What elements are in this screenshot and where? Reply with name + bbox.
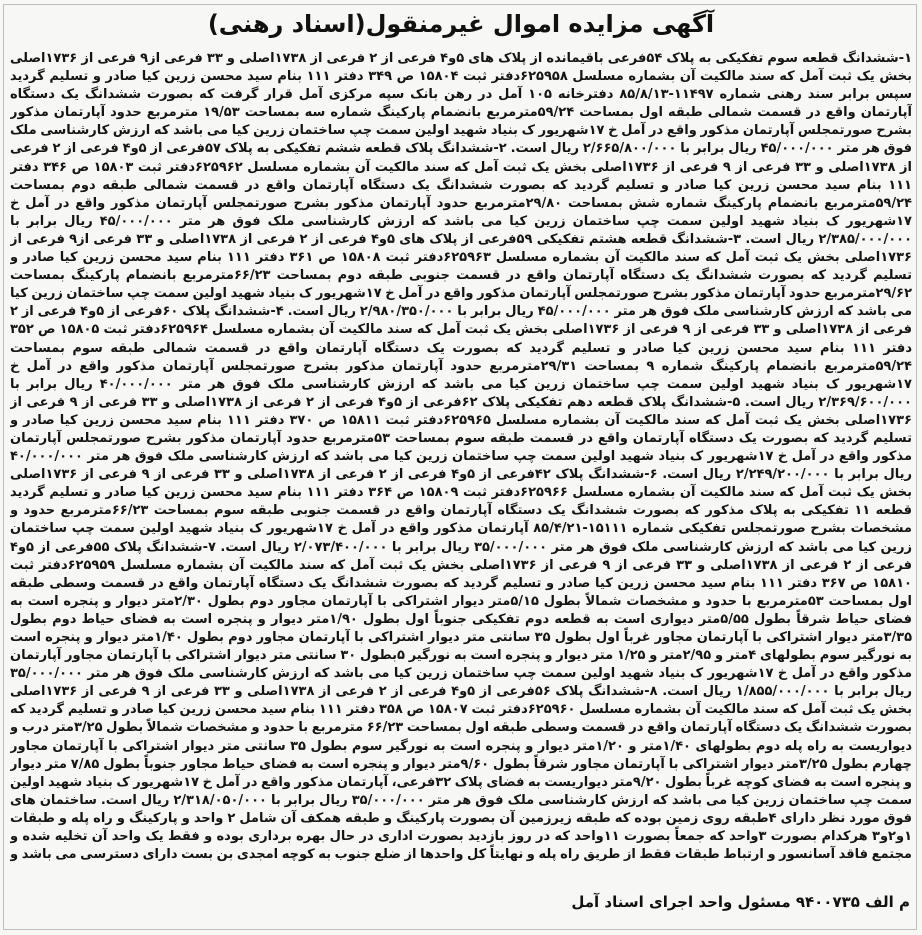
notice-signature: م الف ۹۴۰۰۷۳۵ مسئول واحد اجرای اسناد آمل [571, 893, 910, 911]
notice-title: آگهی مزایده اموال غیرمنقول(اسناد رهنی) [207, 10, 715, 38]
notice-body: ۱-ششدانگ قطعه سوم تفکیکی به پلاک ۵۴فرعی باقیمانده از پلاک های ۵و۴ فرعی از ۲ فرعی از ۱۷۳۸اصلی و ۳۳ فرعی از۹ فرعی از ۱۷۳۶اصلی بخش یک ثبت آمل که سند مالکیت آن بشماره مسلسل ۶۲۵۹۵۸دفتر ثبت ۱۵۸۰۴ ص ۳۴۹ دفتر ۱۱۱ بنام سید محسن زرین کیا صادر و تسلیم گردید سپس برابر سند رهنی شماره ۱۱۴۹۷-۸۵/۸/۱۳ دفترخانه ۱۰۵ آمل در رهن بانک سپه مرکزی آمل قرار گرفت که بصورت ششدانگ یک دستگاه آپارتمان واقع در قسمت شمالی طبقه اول بمساحت ۵۹/۲۴مترمربع بانضمام پارکینگ شماره سه بمساحت ۱۹/۵۳ مترمربع حدود آپارتمان مذکور بشرح صورتمجلس آپارتمان مذکور واقع در آمل خ ۱۷شهریور ک بنیاد شهید اولین سمت چپ ساختمان زرین کیا می باشد که ارزش کارشناسی ملک فوق هر متر ۴۵/۰۰۰/۰۰۰ ریال برابر با ۲/۶۶۵/۸۰۰/۰۰۰ ریال است. ۲-ششدانگ پلاک قطعه ششم تفکیکی به پلاک ۵۷فرعی از ۵و۴ فرعی از ۲ فرعی از ۱۷۳۸اصلی و ۳۳ فرعی از ۹ فرعی از ۱۷۳۶اصلی بخش یک ثبت آمل که سند مالکیت آن بشماره مسلسل ۶۲۵۹۶۲دفتر ثبت ۱۵۸۰۳ ص ۳۴۶ دفتر ۱۱۱ بنام سید محسن زرین کیا صادر و تسلیم گردید که بصورت ششدانگ یک دستگاه آپارتمان واقع در قسمت شمالی طبقه دوم بمساحت ۵۹/۲۴مترمربع بانضمام پارکینگ شماره شش بمساحت ۲۹/۸۰مترمربع حدود آپارتمان مذکور بشرح صورتمجلس آپارتمان مذکور واقع در آمل خ ۱۷شهریور ک بنیاد شهید اولین سمت چپ ساختمان زرین کیا می باشد که ارزش کارشناسی ملک فوق هر متر ۴۵/۰۰۰/۰۰۰ ریال برابر با ۲/۳۸۵/۰۰۰/۰۰۰ ریال است. ۳-ششدانگ قطعه هشتم تفکیکی ۵۹فرعی از پلاک های ۵و۴ فرعی از ۲ فرعی از ۱۷۳۸اصلی و ۳۳ فرعی از۹ فرعی از ۱۷۳۶اصلی بخش یک ثبت آمل که سند مالکیت آن بشماره مسلسل ۶۲۵۹۶۳دفتر ثبت ۱۵۸۰۸ ص ۳۶۱ دفتر ۱۱۱ بنام سید محسن زرین کیا صادر و تسلیم گردید که بصورت ششدانگ یک دستگاه آپارتمان واقع در قسمت جنوبی طبقه دوم بمساحت ۶۶/۲۳مترمربع بانضمام پارکینگ بمساحت ۲۹/۶۲مترمربع حدود آپارتمان مذکور بشرح صورتمجلس آپارتمان مذکور واقع در آمل خ ۱۷شهریور ک بنیاد شهید اولین سمت چپ ساختمان زرین کیا می باشد که ارزش کارشناسی ملک فوق هر متر ۴۵/۰۰۰/۰۰۰ ریال برابر با ۲/۹۸۰/۳۵۰/۰۰۰ ریال است. ۴-ششدانگ پلاک ۶۰فرعی از ۵و۴ فرعی از ۲ فرعی از ۱۷۳۸اصلی و ۳۳ فرعی از ۹ فرعی از ۱۷۳۶اصلی بخش یک ثبت آمل که سند مالکیت آن بشماره مسلسل ۶۲۵۹۶۴دفتر ثبت ۱۵۸۰۵ ص ۳۵۲ دفتر ۱۱۱ بنام سید محسن زرین کیا صادر و تسلیم گردید که بصورت یک دستگاه آپارتمان واقع در قسمت شمالی طبقه سوم بمساحت ۵۹/۲۴مترمربع بانضمام پارکینگ شماره ۹ بمساحت ۲۹/۳۱مترمربع حدود آپارتمان مذکور بشرح صورتمجلس آپارتمان مذکور واقع در آمل خ ۱۷شهریور ک بنیاد شهید اولین سمت چپ ساختمان زرین کیا می باشد که ارزش کارشناسی ملک فوق هر متر ۴۰/۰۰۰/۰۰۰ ریال برابر با ۲/۳۶۹/۶۰۰/۰۰۰ ریال است. ۵-ششدانگ پلاک قطعه دهم تفکیکی پلاک ۶۲فرعی از ۵و۴ فرعی از ۲ فرعی از ۱۷۳۸اصلی و ۳۳ فرعی از ۹ فرعی از ۱۷۳۶اصلی بخش یک ثبت آمل که سند مالکیت آن بشماره مسلسل ۶۲۵۹۶۵دفتر ثبت ۱۵۸۱۱ ص ۳۷۰ دفتر ۱۱۱ بنام سید محسن زرین کیا صادر و تسلیم گردید که بصورت یک دستگاه آپارتمان واقع در قسمت طبقه سوم بمساحت ۵۳مترمربع حدود آپارتمان مذکور بشرح صورتمجلس آپارتمان مذکور واقع در آمل خ ۱۷شهریور ک بنیاد شهید اولین سمت چپ ساختمان زرین کیا می باشد که ارزش کارشناسی ملک فوق هر متر ۴۰/۰۰۰/۰۰۰ ریال برابر با ۲/۲۴۹/۲۰۰/۰۰۰ ریال است. ۶-ششدانگ پلاک ۴۲فرعی از ۵و۴ فرعی از ۲ فرعی از ۱۷۳۸اصلی و ۳۳ فرعی از ۹ فرعی از ۱۷۳۶اصلی بخش یک ثبت آمل که سند مالکیت آن بشماره مسلسل ۶۲۵۹۶۶دفتر ثبت ۱۵۸۰۹ ص ۳۶۴ دفتر ۱۱۱ بنام سید محسن زرین کیا صادر و تسلیم گردید قطعه ۱۱ تفکیکی به پلاک مذکور که بصورت ششدانگ یک دستگاه آپارتمان واقع در قسمت جنوبی طبقه سوم بمساحت ۶۶/۲۳مترمربع حدود و مشخصات بشرح صورتمجلس تفکیکی شماره ۱۵۱۱۱-۸۵/۴/۲۱ آپارتمان مذکور واقع در آمل خ ۱۷شهریور ک بنیاد شهید اولین سمت چپ ساختمان زرین کیا می باشد که ارزش کارشناسی ملک فوق هر متر ۳۵/۰۰۰/۰۰۰ ریال برابر با ۲/۰۷۳/۴۰۰/۰۰۰ ریال است. ۷-ششدانگ پلاک ۵۵فرعی از ۵و۴ فرعی از ۲ فرعی از ۱۷۳۸اصلی و ۳۳ فرعی از ۹ فرعی از ۱۷۳۶اصلی بخش یک ثبت آمل که سند مالکیت آن بشماره مسلسل ۶۲۵۹۵۹دفتر ثبت ۱۵۸۱۰ ص ۳۶۷ دفتر ۱۱۱ بنام سید محسن زرین کیا صادر و تسلیم گردید که بصورت ششدانگ یک دستگاه آپارتمان واقع در قسمت وسطی طبقه اول بمساحت ۵۳مترمربع با حدود و مشخصات شمالاً بطول ۵/۱۵متر دیوار اشتراکی با آپارتمان مجاور دوم بطول ۲/۳۰متر دیوار و پنجره است به فضای حیاط شرقاً بطول ۵/۵۵متر دیواری است به قطعه دوم تفکیکی جنوباً اول بطول ۱/۹۰متر دیوار و پنجره است به فضای حیاط دوم بطول ۳/۳۵متر دیوار اشتراکی با آپارتمان مجاور غرباً اول بطول ۳۵ سانتی متر دیوار اشتراکی با آپارتمان مجاور دوم بطول ۱/۴۰متر دیوار و پنجره است به نورگیر سوم بطولهای ۴متر و ۲/۹۵متر و ۱/۲۵ متر دیوار و پنجره است به نورگیر ۵بطول ۳۰ سانتی متر دیوار اشتراکی با آپارتمان مجاور آپارتمان مذکور واقع در آمل خ ۱۷شهریور ک بنیاد شهید اولین سمت چپ ساختمان زرین کیا می باشد که ارزش کارشناسی ملک فوق هر متر ۳۵/۰۰۰/۰۰۰ ریال برابر با ۱/۸۵۵/۰۰۰/۰۰۰ ریال است. ۸-ششدانگ پلاک ۵۶فرعی از ۵و۴ فرعی از ۲ فرعی از ۱۷۳۸اصلی و ۳۳ فرعی از ۹ فرعی از ۱۷۳۶اصلی بخش یک ثبت آمل که سند مالکیت آن بشماره مسلسل ۶۲۵۹۶۰دفتر ثبت ۱۵۸۰۷ ص ۳۵۸ دفتر ۱۱۱ بنام سید محسن زرین کیا صادر و تسلیم گردید که بصورت ششدانگ یک دستگاه آپارتمان واقع در قسمت وسطی طبقه اول بمساحت ۶۶/۲۳ مترمربع با حدود و مشخصات شمالاً بطول ۳/۲۵متر درب و دیواریست به راه پله دوم بطولهای ۱/۴۰متر و ۱/۲۰متر دیوار و پنجره است به نورگیر سوم بطول ۳۵ سانتی متر دیوار اشتراکی با آپارتمان مجاور چهارم بطول ۳/۲۵متر دیوار اشتراکی با آپارتمان مجاور شرقاً بطول ۹/۶۰متر دیوار و پنجره است به فضای حیاط مجاور جنوباً بطول ۷/۸۵ متر دیوار و پنجره است به فضای کوچه غرباً بطول ۹/۲۰متر دیواریست به فضای پلاک ۳۲فرعی، آپارتمان مذکور واقع در آمل خ ۱۷شهریور ک بنیاد شهید اولین سمت چپ ساختمان زرین کیا می باشد که ارزش کارشناسی ملک فوق هر متر ۳۵/۰۰۰/۰۰۰ ریال برابر با ۲/۳۱۸/۰۵۰/۰۰۰ ریال است. ساختمان های فوق مورد نظر دارای ۴طبقه روی زمین بوده که طبقه زیرزمین آن بصورت پارکینگ و طبقه همکف آن شامل ۲ واحد و پارکینگ و راه پله و طبقات ۱و۲و۳ هرکدام بصورت ۳واحد که جمعاً بصورت ۱۱واحد که در روز بازدید بصورت اداری در حال بهره برداری بوده و فقط یک واحد آن تخلیه شده و مجتمع فاقد آسانسور و ارتباط طبقات فقط از طریق راه پله و نهایتاً کل واحدها از ضلع جنوب به کوچه امجدی بن بست دارای دسترسی می باشد و [10, 51, 912, 862]
